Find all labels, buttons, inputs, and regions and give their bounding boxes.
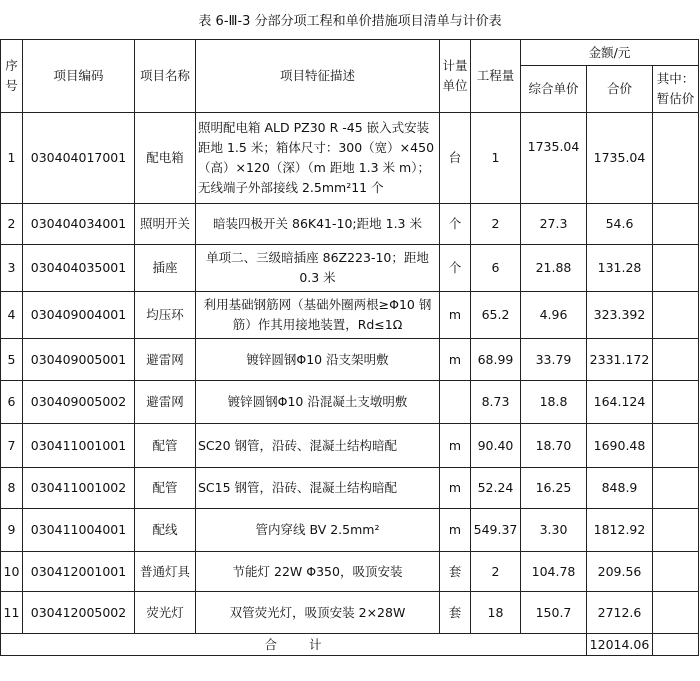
row-desc: 管内穿线 BV 2.5mm² [196, 509, 440, 552]
row-code: 030404035001 [23, 245, 135, 292]
row-unit-price: 27.3 [521, 204, 587, 245]
row-seq: 10 [1, 552, 23, 592]
row-provisional [653, 292, 699, 339]
row-unit-price: 18.8 [521, 381, 587, 424]
row-total: 164.124 [587, 381, 653, 424]
row-seq: 1 [1, 113, 23, 204]
row-code: 030411001001 [23, 424, 135, 468]
row-qty: 8.73 [471, 381, 521, 424]
table-row [1, 468, 699, 509]
row-unit: 套 [440, 592, 471, 634]
row-qty: 6 [471, 245, 521, 292]
row-code: 030409004001 [23, 292, 135, 339]
row-unit: 套 [440, 552, 471, 592]
row-qty: 2 [471, 552, 521, 592]
row-unit: m [440, 339, 471, 381]
table-row [1, 509, 699, 552]
row-name: 避雷网 [135, 381, 196, 424]
row-seq: 11 [1, 592, 23, 634]
row-desc: 单项二、三级暗插座 86Z223-10；距地 0.3 米 [196, 245, 440, 292]
header-unit: 计量单位 [440, 40, 471, 113]
row-qty: 549.37 [471, 509, 521, 552]
row-total: 323.392 [587, 292, 653, 339]
header-code: 项目编码 [23, 40, 135, 113]
row-qty: 18 [471, 592, 521, 634]
row-provisional [653, 204, 699, 245]
row-seq: 7 [1, 424, 23, 468]
row-total: 2712.6 [587, 592, 653, 634]
header-total: 合价 [587, 66, 653, 113]
row-total: 1690.48 [587, 424, 653, 468]
table-row [1, 592, 699, 634]
header-name: 项目名称 [135, 40, 196, 113]
row-code: 030412005002 [23, 592, 135, 634]
row-unit: m [440, 424, 471, 468]
table-row [1, 381, 699, 424]
row-name: 配管 [135, 468, 196, 509]
row-seq: 8 [1, 468, 23, 509]
row-code: 030409005001 [23, 339, 135, 381]
row-unit-price: 16.25 [521, 468, 587, 509]
row-total: 1812.92 [587, 509, 653, 552]
row-provisional [653, 113, 699, 204]
table-row [1, 245, 699, 292]
row-seq: 2 [1, 204, 23, 245]
header-unit-price: 综合单价 [521, 66, 587, 113]
row-total: 54.6 [587, 204, 653, 245]
row-name: 荧光灯 [135, 592, 196, 634]
bill-table [0, 39, 699, 656]
row-name: 配电箱 [135, 113, 196, 204]
row-provisional [653, 245, 699, 292]
row-desc: 暗装四极开关 86K41-10;距地 1.3 米 [196, 204, 440, 245]
header-provisional: 其中：暂估价 [653, 66, 699, 113]
grand-total: 12014.06 [587, 634, 653, 656]
total-label: 合 计 [1, 634, 587, 656]
row-unit: 台 [440, 113, 471, 204]
row-provisional [653, 339, 699, 381]
row-name: 配管 [135, 424, 196, 468]
row-provisional [653, 424, 699, 468]
row-code: 030411001002 [23, 468, 135, 509]
row-provisional [653, 509, 699, 552]
row-code: 030409005002 [23, 381, 135, 424]
row-unit-price: 104.78 [521, 552, 587, 592]
row-unit: m [440, 509, 471, 552]
row-name: 照明开关 [135, 204, 196, 245]
row-unit: m [440, 292, 471, 339]
table-row [1, 113, 699, 204]
table-row [1, 424, 699, 468]
row-seq: 6 [1, 381, 23, 424]
row-desc: SC15 钢管，沿砖、混凝土结构暗配 [196, 468, 440, 509]
row-name: 配线 [135, 509, 196, 552]
row-provisional [653, 592, 699, 634]
row-seq: 3 [1, 245, 23, 292]
row-code: 030412001001 [23, 552, 135, 592]
row-desc: 镀锌圆钢Φ10 沿支架明敷 [196, 339, 440, 381]
row-qty: 65.2 [471, 292, 521, 339]
row-desc: 双管荧光灯，吸顶安装 2×28W [196, 592, 440, 634]
row-unit-price: 18.70 [521, 424, 587, 468]
row-code: 030404034001 [23, 204, 135, 245]
row-unit: 个 [440, 204, 471, 245]
row-unit: 个 [440, 245, 471, 292]
row-qty: 2 [471, 204, 521, 245]
row-unit-price: 33.79 [521, 339, 587, 381]
row-name: 普通灯具 [135, 552, 196, 592]
row-qty: 90.40 [471, 424, 521, 468]
row-desc: 利用基础钢筋网（基础外圈两根≥Φ10 钢筋）作其用接地装置，Rd≤1Ω [196, 292, 440, 339]
table-title: 表 6-Ⅲ-3 分部分项工程和单价措施项目清单与计价表 [198, 14, 502, 29]
row-unit-price: 4.96 [521, 292, 587, 339]
header-seq: 序号 [1, 40, 23, 113]
row-total: 1735.04 [587, 113, 653, 204]
header-amount: 金额/元 [521, 40, 699, 66]
total-row [1, 634, 699, 656]
row-qty: 1 [471, 113, 521, 204]
row-desc: 照明配电箱 ALD PZ30 R -45 嵌入式安装距地 1.5 米；箱体尺寸：300（宽）×450（高）×120（深）（m 距地 1.3 米 m）；无线端子外部接线 2.5mm²11 个 [196, 113, 440, 204]
row-total: 848.9 [587, 468, 653, 509]
table-row [1, 552, 699, 592]
row-provisional [653, 468, 699, 509]
row-name: 均压环 [135, 292, 196, 339]
row-qty: 68.99 [471, 339, 521, 381]
row-code: 030411004001 [23, 509, 135, 552]
row-total: 2331.172 [587, 339, 653, 381]
row-provisional [653, 552, 699, 592]
row-desc: 节能灯 22W Φ350，吸顶安装 [196, 552, 440, 592]
table-row [1, 204, 699, 245]
row-total: 131.28 [587, 245, 653, 292]
row-name: 避雷网 [135, 339, 196, 381]
row-unit [440, 381, 471, 424]
total-provisional [653, 634, 699, 656]
row-unit-price: 21.88 [521, 245, 587, 292]
header-qty: 工程量 [471, 40, 521, 113]
row-desc: SC20 钢管，沿砖、混凝土结构暗配 [196, 424, 440, 468]
row-seq: 4 [1, 292, 23, 339]
row-code: 030404017001 [23, 113, 135, 204]
row-qty: 52.24 [471, 468, 521, 509]
header-desc: 项目特征描述 [196, 40, 440, 113]
row-unit-price: 3.30 [521, 509, 587, 552]
table-row [1, 292, 699, 339]
table-row [1, 339, 699, 381]
row-desc: 镀锌圆钢Φ10 沿混凝土支墩明敷 [196, 381, 440, 424]
row-unit-price: 1735.04 [521, 113, 587, 204]
row-seq: 5 [1, 339, 23, 381]
row-provisional [653, 381, 699, 424]
row-seq: 9 [1, 509, 23, 552]
row-unit: m [440, 468, 471, 509]
row-unit-price: 150.7 [521, 592, 587, 634]
row-total: 209.56 [587, 552, 653, 592]
row-name: 插座 [135, 245, 196, 292]
